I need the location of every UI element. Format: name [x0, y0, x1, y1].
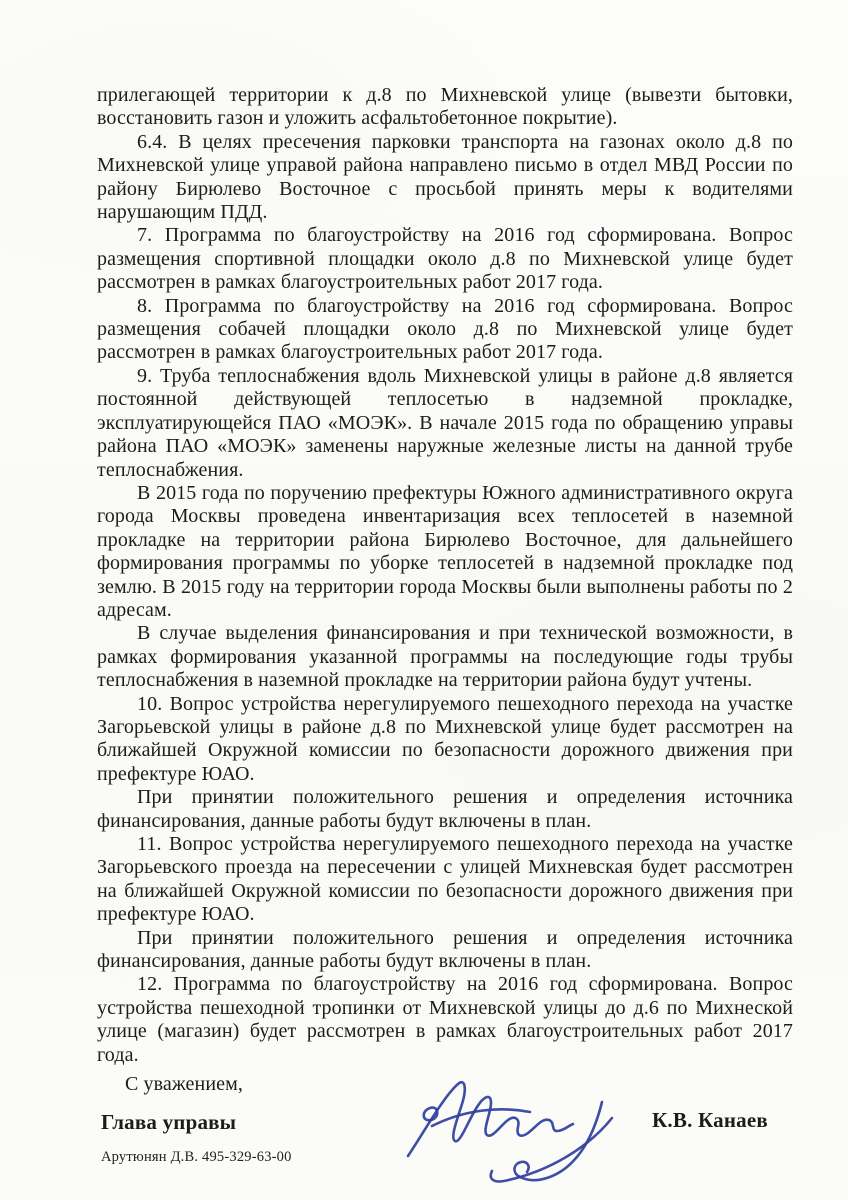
paragraph: 7. Программа по благоустройству на 2016 год сформирована. Вопрос размещения спортивной площадки около д.8 по Михневской улице будет рассмотрен в рамках благоустроительных работ 2017 года.: [97, 224, 793, 294]
paragraph: При принятии положительного решения и определения источника финансирования, данные работы будут включены в план.: [97, 786, 793, 832]
paragraph: 10. Вопрос устройства нерегулируемого пешеходного перехода на участке Загорьевской улицы в районе д.8 по Михневской улице будет рассмотрен на ближайшей Окружной комиссии по безопасности дорожного движения при префектуре ЮАО.: [97, 692, 793, 785]
paragraph: 11. Вопрос устройства нерегулируемого пешеходного перехода на участке Загорьевского проезда на пересечении с улицей Михневская будет рассмотрен на ближайшей Окружной комиссии по безопасности дорожного движения при префектуре ЮАО.: [97, 833, 793, 926]
letter-body: [97, 84, 793, 1096]
signature-icon: [406, 1074, 620, 1188]
paragraph: 9. Труба теплоснабжения вдоль Михневской улицы в районе д.8 является постоянной действующей теплосетью в надземной прокладке, эксплуатирующейся ПАО «МОЭК». В начале 2015 года по обращению управы района ПАО «МОЭК» заменены наружные железные листы на данной трубе теплоснабжения.: [97, 364, 793, 481]
paragraph: 8. Программа по благоустройству на 2016 год сформирована. Вопрос размещения собачей площадки около д.8 по Михневской улице будет рассмотрен в рамках благоустроительных работ 2017 года.: [97, 294, 793, 364]
paragraph: прилегающей территории к д.8 по Михневской улице (вывезти бытовки, восстановить газон и уложить асфальтобетонное покрытие).: [97, 84, 793, 130]
signer-name: К.В. Канаев: [652, 1108, 768, 1132]
signer-title: Глава управы: [101, 1110, 237, 1134]
closing-salutation: С уважением,: [125, 1073, 243, 1096]
paragraph: В случае выделения финансирования и при технической возможности, в рамках формирования указанной программы на последующие годы трубы теплоснабжения в наземной прокладке на территории района будут учтены.: [97, 622, 793, 692]
executor-contact: Арутюнян Д.В. 495-329-63-00: [101, 1149, 292, 1165]
paragraph: 6.4. В целях пресечения парковки транспорта на газонах около д.8 по Михневской улице управой района направлено письмо в отдел МВД России по району Бирюлево Восточное с просьбой принять меры к водителями нарушающим ПДД.: [97, 130, 793, 224]
paragraph: В 2015 года по поручению префектуры Южного административного округа города Москвы проведена инвентаризация всех теплосетей в наземной прокладке на территории района Бирюлево Восточное, для дальнейшего формирования программы по уборке теплосетей в надземной прокладке под землю. В 2015 году на территории города Москвы были выполнены работы по 2 адресам.: [97, 481, 793, 621]
paragraph: 12. Программа по благоустройству на 2016 год сформирована. Вопрос устройства пешеходной тропинки от Михневской улицы до д.6 по Михнеской улице (магазин) будет рассмотрен в рамках благоустроительных работ 2017 года.: [97, 973, 793, 1066]
paragraph: При принятии положительного решения и определения источника финансирования, данные работы будут включены в план.: [97, 926, 793, 973]
